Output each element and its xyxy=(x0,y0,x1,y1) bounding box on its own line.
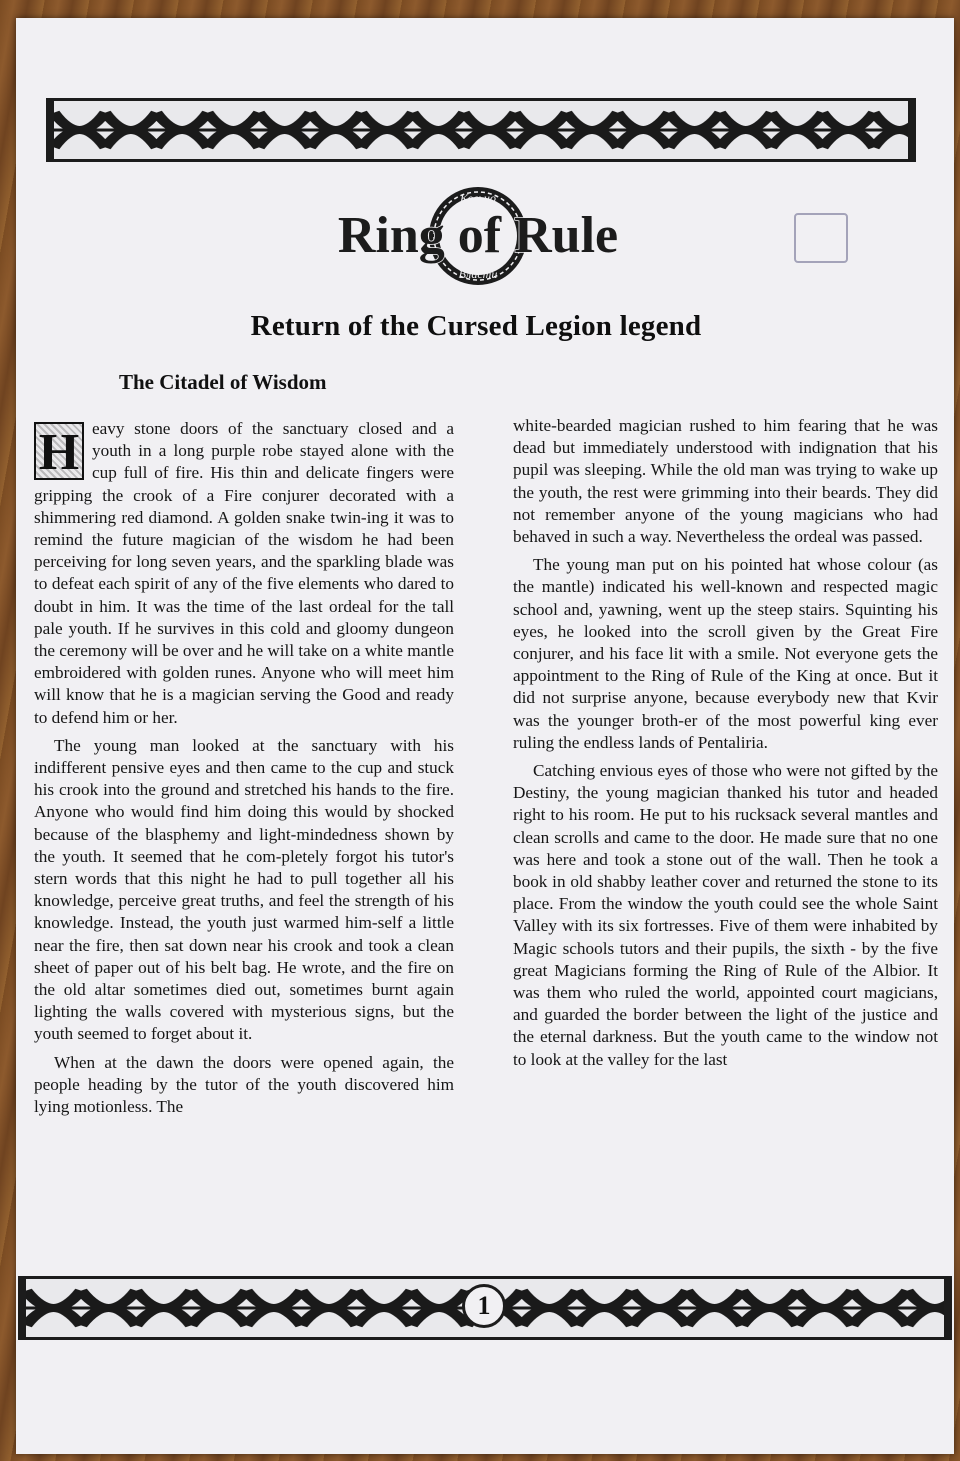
paragraph xyxy=(34,418,454,729)
right-column xyxy=(513,415,938,1077)
paragraph: white-bearded magician rushed to him fearing that he was dead but immediately understood with indignation that his pupil was sleeping. While the old man was trying to wake up the youth, the rest were grimming into their beards. They did not remember anyone of the young magicians who had behaved in such a way. Nevertheless the ordeal was passed. xyxy=(513,416,938,547)
celtic-knot-border-top xyxy=(46,98,916,162)
dropcap-ornament xyxy=(34,422,84,480)
paragraph: The young man put on his pointed hat whose colour (as the mantle) indicated his well-known and respected magic school and, yawning, went up the steep stairs. Squinting his eyes, he looked into the scroll given by the Great Fire conjurer, and his face lit with a smile. Not everyone gets the appointment to the Ring of Rule of the King at once. But it did not surprise anyone, because everybody new that Kvir was the younger broth-er of the most powerful king ever ruling the endless lands of Pentaliria. xyxy=(513,555,938,752)
logo-wordmark: Ring of Rule xyxy=(337,207,619,264)
left-column xyxy=(34,418,454,1124)
logo-ring-text-top: Кольцо xyxy=(459,191,497,205)
document-page xyxy=(16,18,954,1454)
library-stamp xyxy=(794,213,848,263)
paragraph: Catching envious eyes of those who were not gifted by the Destiny, the young magician thanked his tutor and headed right to his room. He put to his rucksack several mantles and clean scrolls and came to the door. He made sure that no one was here and took a stone out of the wall. Then he took a book in old shabby leather cover and returned the stone to its place. From the window the youth could see the whole Saint Valley with its six fortresses. Five of them were inhabited by Magic schools tutors and their pupils, the sixth - by the five great Magicians forming the Ring of Rule of the Albior. It was them who ruled the world, appointed court magicians, and guarded the border between the light of the justice and the eternal darkness. But the youth came to the window not to look at the valley for the last xyxy=(513,761,938,1069)
paragraph-text: eavy stone doors of the sanctuary closed and a youth in a long purple robe stayed alone with the cup full of fire. His thin and delicate fingers were gripping the crook of a Fire conjurer decorated with a shimmering red diamond. A golden snake twin-ing it was to remind the future magician of the wisdom he had been perceiving for long seven years, and the sparkling blade was to defeat each spirit of any of the five elements who dared to doubt in him. It was the time of the last ordeal for the tall pale youth. If he survives in this cold and gloomy dungeon the ceremony will be over and he will take on a white mantle embroidered with golden runes. Anyone who will meet him will know that he is a magician serving the Good and ready to defend him or her. xyxy=(34,419,454,727)
paragraph: The young man looked at the sanctuary with his indifferent pensive eyes and then came to the cup and stuck his crook into the ground and stretched his hands to the fire. Anyone who would find him doing this would by shocked because of the blasphemy and light-mindedness shown by the youth. It seemed that he com-pletely forgot his tutor's stern words that this night he had to pull together all his knowledge, perceive great truths, and feel the strength of his knowledge. Instead, the youth just warmed him-self a little near the fire, then sat down near his crook and took a clean sheet of paper out of his belt bag. He wrote, and the fire on the old altar sometimes died out, sometimes burnt again lighting the walls covered with mysterious signs, but the youth seemed to forget about it. xyxy=(34,735,454,1044)
ring-of-rule-logo xyxy=(278,178,678,298)
dropcap-letter: H xyxy=(36,424,82,478)
chapter-title: The Citadel of Wisdom xyxy=(119,370,327,394)
article-title: Return of the Cursed Legion legend xyxy=(250,310,702,342)
page-number: 1 xyxy=(462,1284,506,1328)
paragraph: When at the dawn the doors were opened again, the people heading by the tutor of the youth discovered him lying motionless. The xyxy=(34,1052,454,1117)
logo-ring-text-bottom: Власти xyxy=(458,267,498,281)
